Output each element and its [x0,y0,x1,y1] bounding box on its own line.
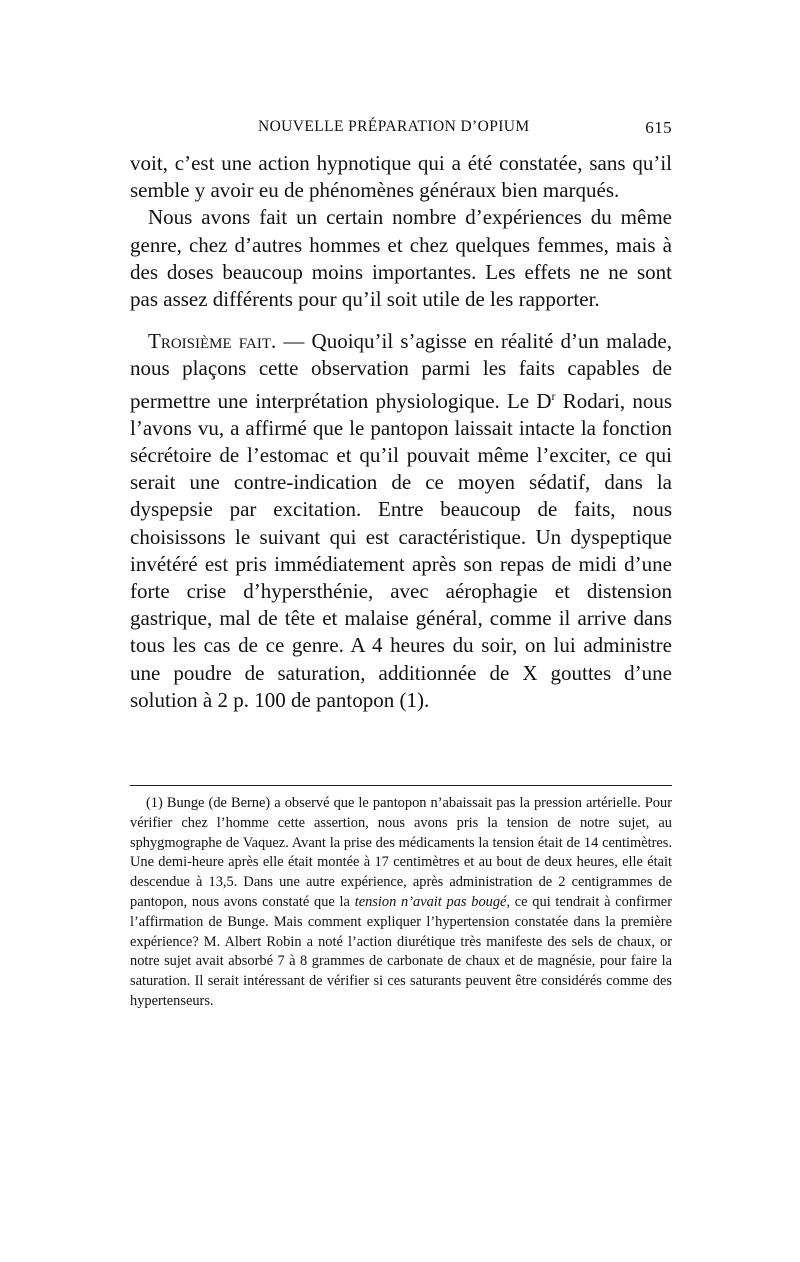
footnote-1 [130,794,672,1012]
footnote-divider [130,785,672,786]
running-title: NOUVELLE PRÉPARATION D’OPIUM [258,118,530,135]
section-heading: Troisième fait. [148,329,277,354]
paragraph-2: Nous avons fait un certain nombre d’expériences du même genre, chez d’autres hommes et chez quelques femmes, mais à des doses beaucoup moins importantes. Les effets ne ne sont pas assez différents pour qu’il soit utile de les rapporter. [130,205,672,312]
footnote-italic: tension n’avait pas bougé [354,893,507,910]
paragraph-1: voit, c’est une action hypnotique qui a été constatée, sans qu’il semble y avoir eu de phénomènes généraux bien marqués. [130,151,672,203]
doctor-abbrev-superscript: r [551,388,556,403]
page-number: 615 [645,118,672,137]
paragraph-3-text-a: — Quoiqu’il s’agisse en réalité d’un malade, nous plaçons cette observation parmi les faits capables de permettre une interprétation physiologique. Le D [130,329,672,413]
running-header [130,118,672,144]
footnote-text-b: , ce qui tendrait à confirmer l’affirmation de Bunge. Mais comment expliquer l’hypertension constatée dans la première expérience? M. Albert Robin a noté l’action diurétique très manifeste des sels de chaux, or notre sujet avait absorbé 7 à 8 grammes de carbonate de chaux et de magnésie, pour faire la saturation. Il serait intéressant de vérifier si ces saturants peuvent être considérés comme des hypertenseurs. [130,893,672,1009]
paragraph-3-text-b: Rodari, nous l’avons vu, a affirmé que le pantopon laissait intacte la fonction sécrétoire de l’estomac et qu’il pouvait même l’exciter, ce qui serait une contre-indication de ce moyen sédatif, dans la dyspepsie par excitation. Entre beaucoup de faits, nous choisissons le suivant qui est caractéristique. Un dyspeptique invétéré est pris immédiatement après son repas de midi d’une forte crise d’hypersthénie, avec aérophagie et distension gastrique, mal de tête et malaise général, comme il arrive dans tous les cas de ce genre. A 4 heures du soir, on lui administre une poudre de saturation, additionnée de X gouttes d’une solution à 2 p. 100 de pantopon (1). [130,388,672,712]
footnote-text-a: (1) Bunge (de Berne) a observé que le pantopon n’abaissait pas la pression artérielle. Pour vérifier chez l’homme cette assertion, nous avons pris la tension de notre sujet, au sphygmographe de Vaquez. Avant la prise des médicaments la tension était de 14 centimètres. Une demi-heure après elle était montée à 17 centimètres et au bout de deux heures, elle était descendue à 13,5. Dans une autre expérience, après administration de 2 centigrammes de pantopon, nous avons constaté que la [130,795,672,910]
main-text [130,150,672,714]
paragraph-3 [130,328,672,714]
footnote [130,794,672,1012]
